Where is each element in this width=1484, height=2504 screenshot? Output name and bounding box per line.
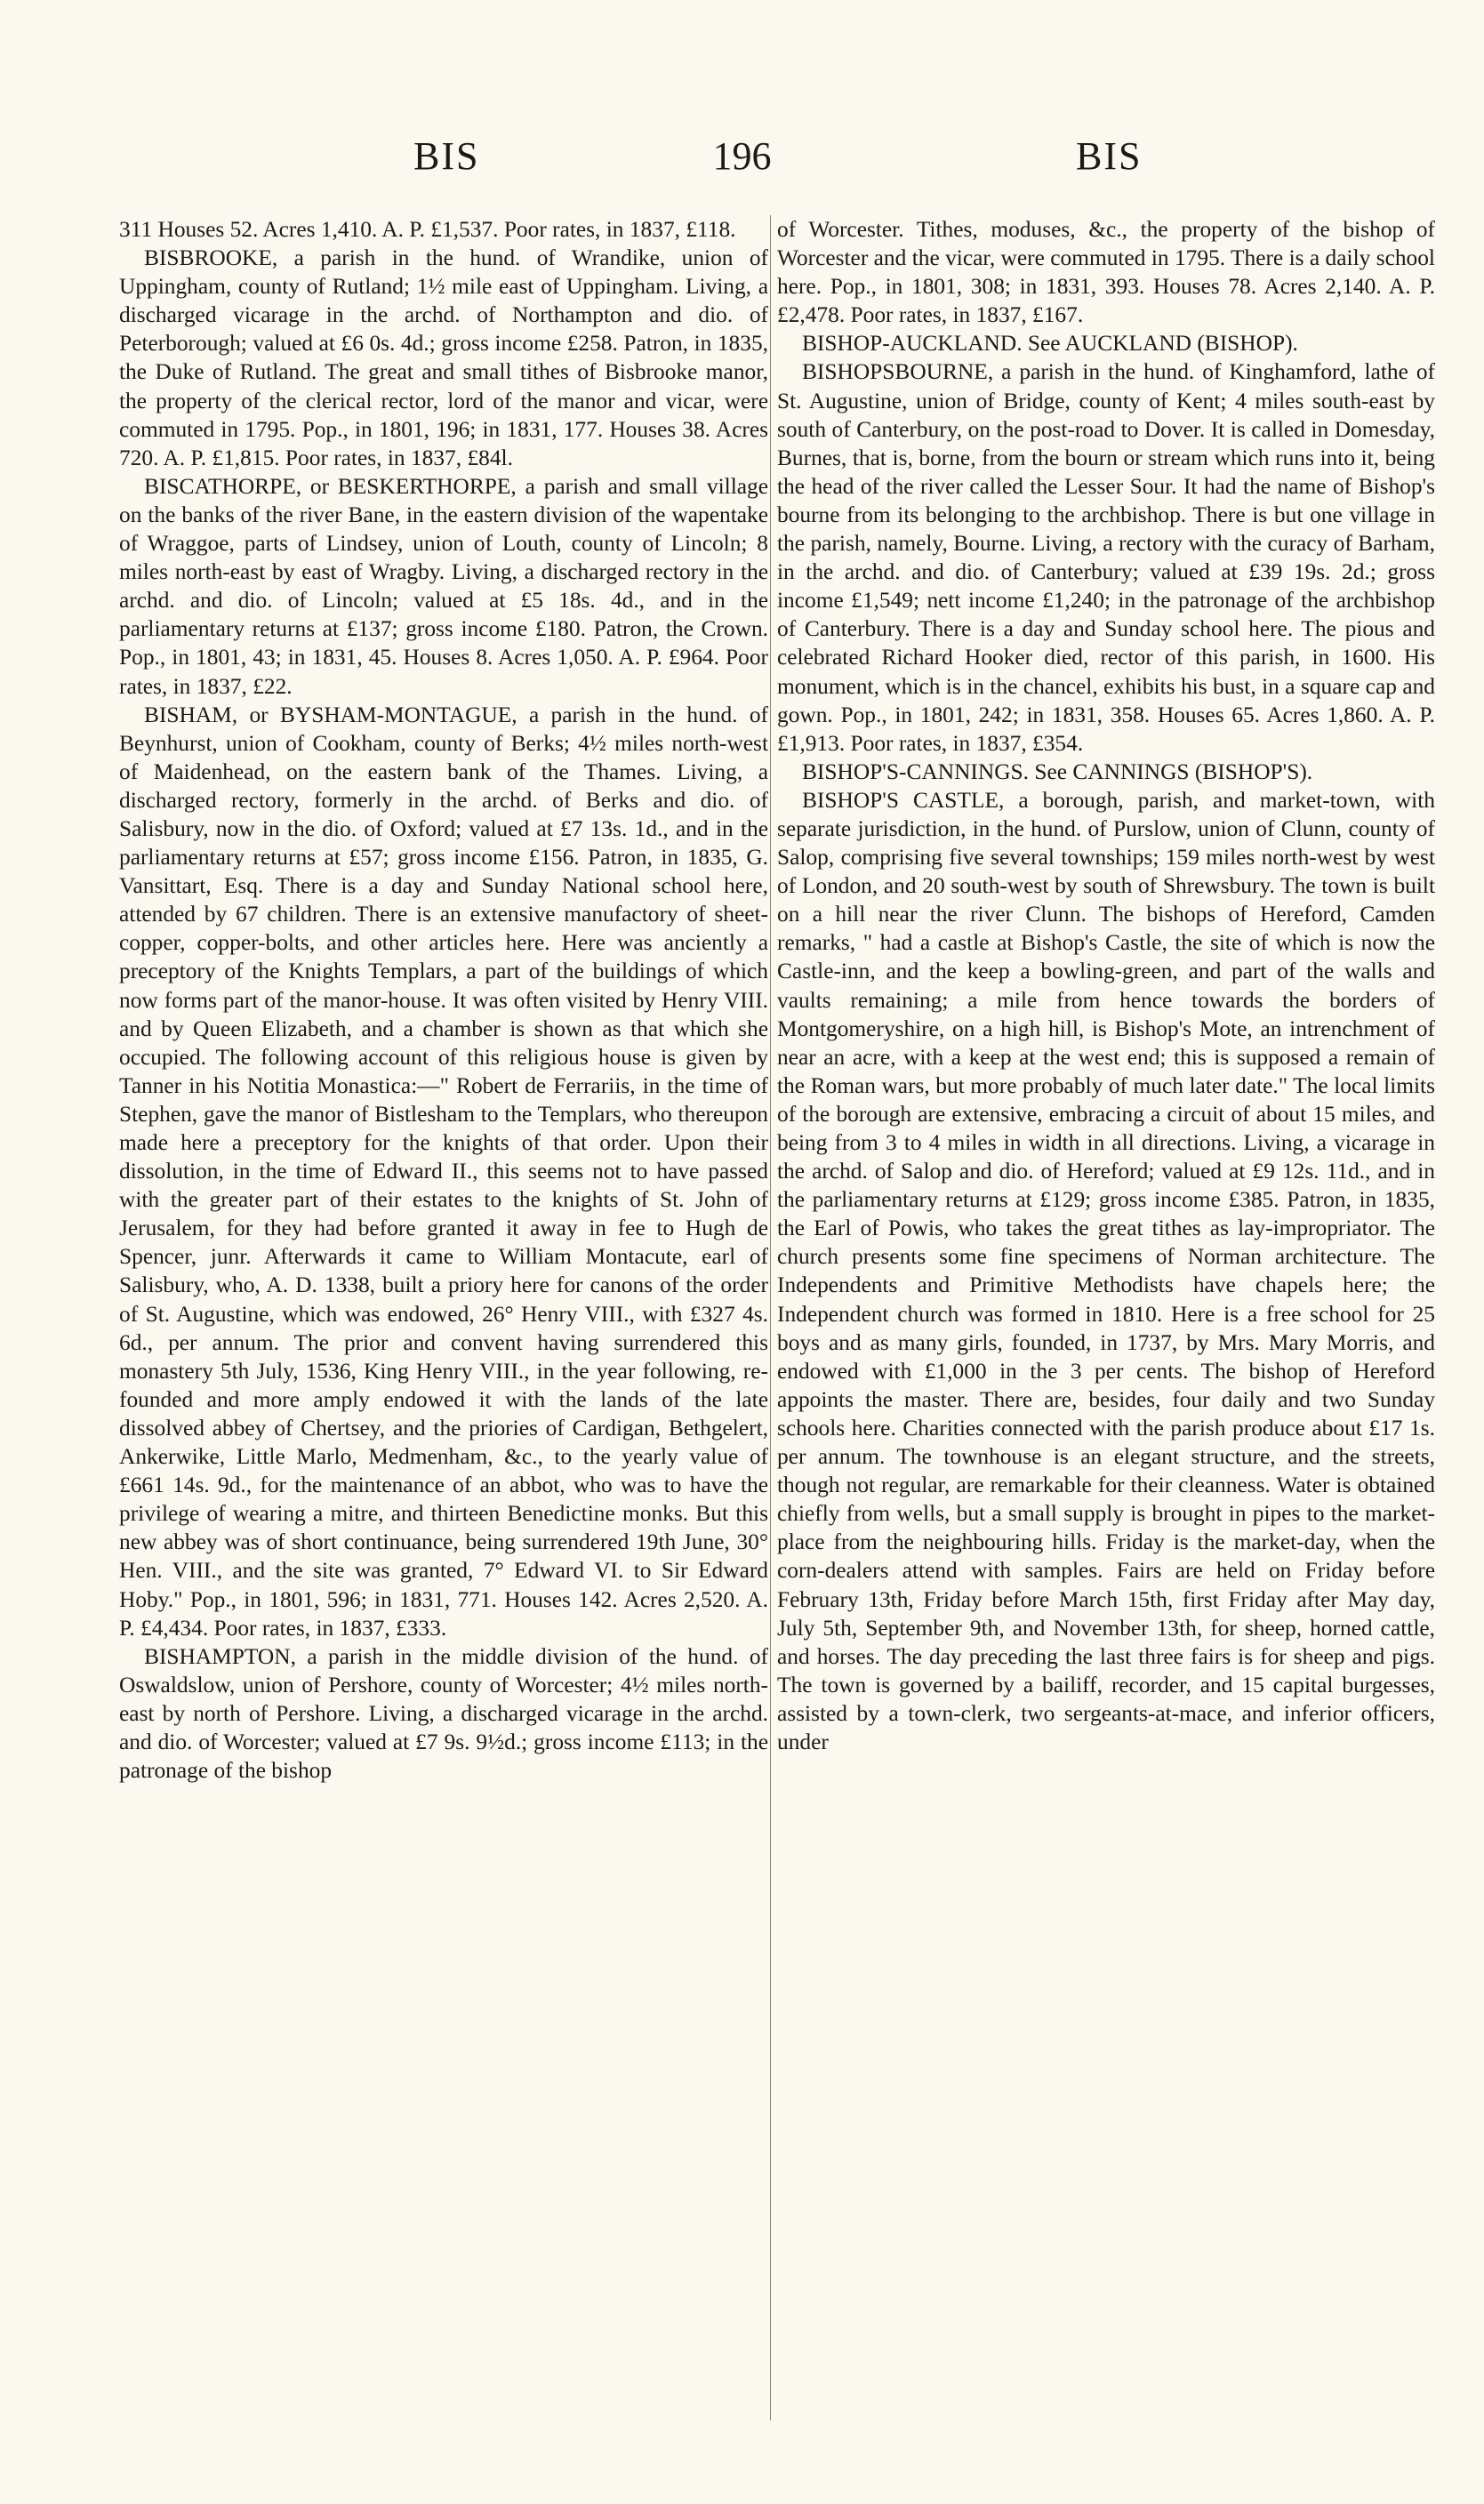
column-divider <box>770 215 771 2420</box>
running-header <box>0 133 1484 187</box>
entry-bishops-cannings: BISHOP'S-CANNINGS. See CANNINGS (BISHOP'S). <box>802 758 1313 784</box>
page-number: 196 <box>712 134 772 178</box>
entry-biscathorpe: BISCATHORPE, or BESKERTHORPE, a parish and small village on the banks of the river Bane, in the eastern division of the wapentake of Wraggoe, parts of Lindsey, union of Louth, county of Lincoln; 8 miles north-east by east of Wragby. Living, a discharged rectory in the archd. and dio. of Lincoln; valued at £5 18s. 4d., and in the parliamentary returns at £137; gross income £180. Patron, the Crown. Pop., in 1801, 43; in 1831, 45. Houses 8. Acres 1,050. A. P. £964. Poor rates, in 1837, £22. <box>119 473 768 699</box>
entry-bishampton: BISHAMPTON, a parish in the middle division of the hund. of Oswaldslow, union of Pershore, county of Worcester; 4½ miles north-east by north of Pershore. Living, a discharged vicarage in the archd. and dio. of Worcester; valued at £7 9s. 9½d.; gross income £113; in the patronage of the bishop <box>119 1643 768 1784</box>
left-column <box>119 215 768 1785</box>
continued-entry: 311 Houses 52. Acres 1,410. A. P. £1,537. Poor rates, in 1837, £118. <box>119 217 736 242</box>
continued-entry: of Worcester. Tithes, moduses, &c., the property of the bishop of Worcester and the vicar, were commuted in 1795. There is a daily school here. Pop., in 1801, 308; in 1831, 393. Houses 78. Acres 2,140. A. P. £2,478. Poor rates, in 1837, £167. <box>777 217 1435 328</box>
entry-bisham: BISHAM, or BYSHAM-MONTAGUE, a parish in the hund. of Beynhurst, union of Cookham, county of Berks; 4½ miles north-west of Maidenhead, on the eastern bank of the Thames. Living, a discharged rectory, formerly in the archd. of Berks and dio. of Salisbury, now in the dio. of Oxford; valued at £7 13s. 1d., and in the parliamentary returns at £57; gross income £156. Patron, in 1835, G. Vansittart, Esq. There is a day and Sunday National school here, attended by 67 children. There is an extensive manufactory of sheet-copper, copper-bolts, and other articles here. Here was anciently a preceptory of the Knights Templars, a part of the buildings of which now forms part of the manor-house. It was often visited by Henry VIII. and by Queen Elizabeth, and a chamber is shown as that which she occupied. The following account of this religious house is given by Tanner in his Notitia Monastica:—" Robert de Ferrariis, in the time of Stephen, gave the manor of Bistlesham to the Templars, who thereupon made here a preceptory for the knights of that order. Upon their dissolution, in the time of Edward II., this seems not to have passed with the greater part of their estates to the knights of St. John of Jerusalem, for they had before granted it away in fee to Hugh de Spencer, junr. Afterwards it came to William Montacute, earl of Salisbury, who, A. D. 1338, built a priory here for canons of the order of St. Augustine, which was endowed, 26° Henry VIII., with £327 4s. 6d., per annum. The prior and convent having surrendered this monastery 5th July, 1536, King Henry VIII., in the year following, re-founded and more amply endowed it with the lands of the late dissolved abbey of Chertsey, and the priories of Cardigan, Bethgelert, Ankerwike, Little Marlo, Medmenham, &c., to the yearly value of £661 14s. 9d., for the maintenance of an abbot, who was to have the privilege of wearing a mitre, and thirteen Benedictine monks. But this new abbey was of short continuance, being surrendered 19th June, 30° Hen. VIII., and the site was granted, 7° Edward VI. to Sir Edward Hoby." Pop., in 1801, 596; in 1831, 771. Houses 142. Acres 2,520. A. P. £4,434. Poor rates, in 1837, £333. <box>119 702 768 1641</box>
entry-bishopsbourne: BISHOPSBOURNE, a parish in the hund. of Kinghamford, lathe of St. Augustine, union of Bridge, county of Kent; 4 miles south-east by south of Canterbury, on the post-road to Dover. It is called in Domesday, Burnes, that is, borne, from the bourn or stream which runs into it, being the head of the river called the Lesser Sour. It had the name of Bishop's bourne from its belonging to the archbishop. There is but one village in the parish, namely, Bourne. Living, a rectory with the curacy of Barham, in the archd. and dio. of Canterbury; valued at £39 19s. 2d.; gross income £1,549; nett income £1,240; in the patronage of the archbishop of Canterbury. There is a day and Sunday school here. The pious and celebrated Richard Hooker died, rector of this parish, in 1600. His monument, which is in the chancel, exhibits his bust, in a square cap and gown. Pop., in 1801, 242; in 1831, 358. Houses 65. Acres 1,860. A. P. £1,913. Poor rates, in 1837, £354. <box>777 359 1435 756</box>
entry-bisbrooke: BISBROOKE, a parish in the hund. of Wrandike, union of Uppingham, county of Rutland; 1½ mile east of Uppingham. Living, a discharged vicarage in the archd. of Northampton and dio. of Peterborough; valued at £6 0s. 4d.; gross income £258. Patron, in 1835, the Duke of Rutland. The great and small tithes of Bisbrooke manor, the property of the clerical rector, lord of the manor and vicar, were commuted in 1795. Pop., in 1801, 196; in 1831, 177. Houses 38. Acres 720. A. P. £1,815. Poor rates, in 1837, £84l. <box>119 245 768 470</box>
entry-bishops-castle: BISHOP'S CASTLE, a borough, parish, and market-town, with separate jurisdiction, in the hund. of Purslow, union of Clunn, county of Salop, comprising five several townships; 159 miles north-west by west of London, and 20 south-west by south of Shrewsbury. The town is built on a hill near the river Clunn. The bishops of Hereford, Camden remarks, " had a castle at Bishop's Castle, the site of which is now the Castle-inn, and the keep a bowling-green, and part of the walls and vaults remaining; a mile from hence towards the borders of Montgomeryshire, on a high hill, is Bishop's Mote, an intrenchment of near an acre, with a keep at the west end; this is supposed a remain of the Roman wars, but more probably of much later date." The local limits of the borough are extensive, embracing a circuit of about 15 miles, and being from 3 to 4 miles in width in all directions. Living, a vicarage in the archd. of Salop and dio. of Hereford; valued at £9 12s. 11d., and in the parliamentary returns at £129; gross income £385. Patron, in 1835, the Earl of Powis, who takes the great tithes as lay-impropriator. The church presents some fine specimens of Norman architecture. The Independents and Primitive Methodists have chapels here; the Independent church was formed in 1810. Here is a free school for 25 boys and as many girls, founded, in 1737, by Mrs. Mary Morris, and endowed with £1,000 in the 3 per cents. The bishop of Hereford appoints the master. There are, besides, four daily and two Sunday schools here. Charities connected with the parish produce about £17 1s. per annum. The townhouse is an elegant structure, and the streets, though not regular, are remarkable for their cleanness. Water is obtained chiefly from wells, but a small supply is brought in pipes to the market-place from the neighbouring hills. Friday is the market-day, when the corn-dealers attend with samples. Fairs are held on Friday before February 13th, Friday before March 15th, first Friday after May day, July 5th, September 9th, and November 13th, for sheep, horned cattle, and horses. The day preceding the last three fairs is for sheep and pigs. The town is governed by a bailiff, recorder, and 15 capital burgesses, assisted by a town-clerk, two sergeants-at-mace, and inferior officers, under <box>777 787 1435 1754</box>
header-left-guide-word: BIS <box>413 134 480 178</box>
entry-bishop-auckland: BISHOP-AUCKLAND. See AUCKLAND (BISHOP). <box>802 331 1298 357</box>
right-column <box>777 215 1435 1756</box>
header-right-guide-word: BIS <box>1076 134 1143 178</box>
